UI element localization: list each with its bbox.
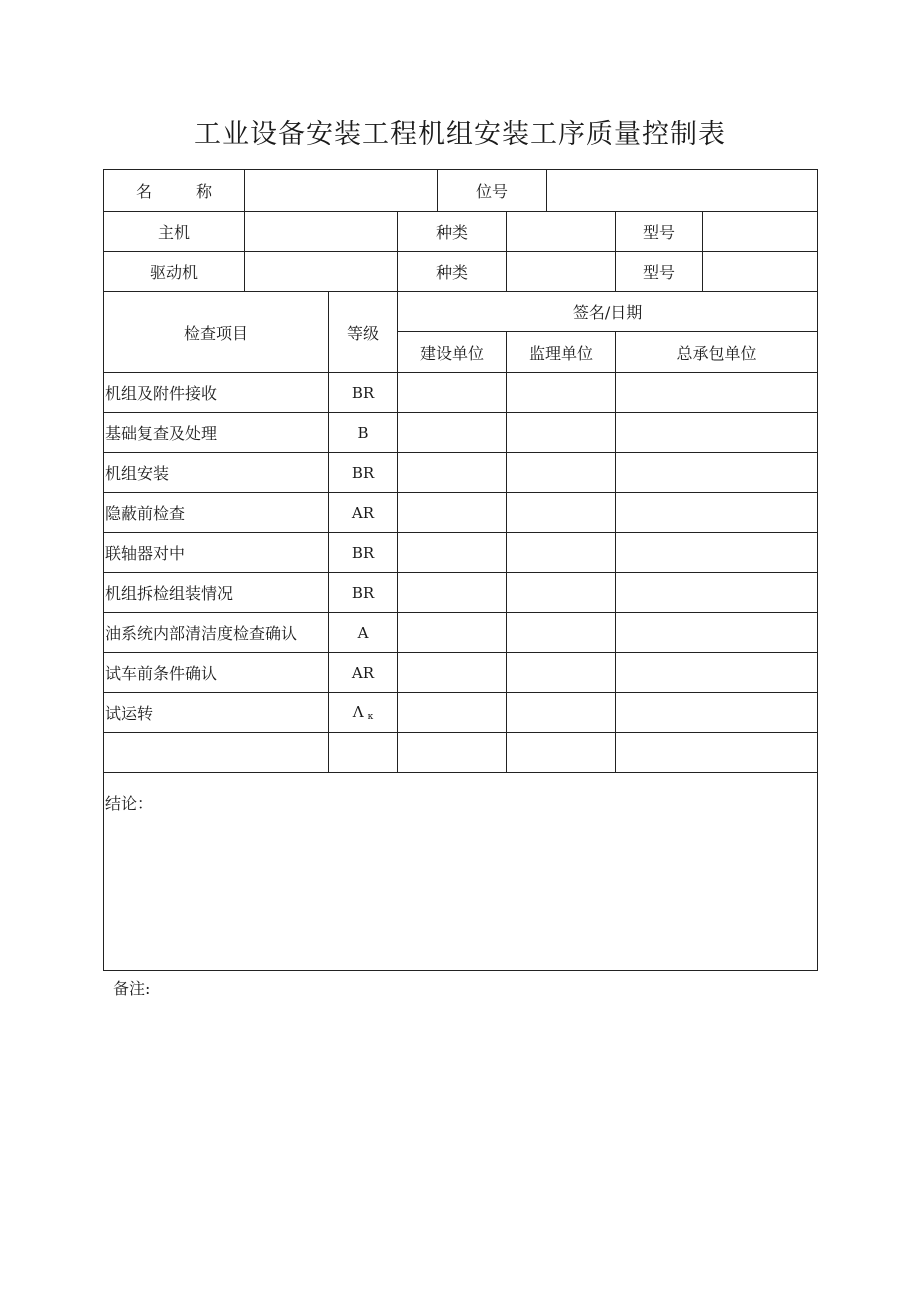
table-row — [104, 613, 818, 653]
table-row — [104, 533, 818, 573]
table-row — [104, 453, 818, 493]
contractor-sign-cell — [616, 573, 818, 613]
check-item: 机组及附件接收 — [104, 373, 329, 413]
drive-machine-value — [245, 252, 398, 292]
grade-main: Λ — [352, 703, 364, 721]
grade-value: BR — [329, 533, 398, 573]
name-label-1: 名 — [135, 182, 152, 201]
check-item: 联轴器对中 — [104, 533, 329, 573]
supervision-unit-header: 监理单位 — [507, 332, 616, 373]
grade-value: AR — [329, 493, 398, 533]
grade-column-header: 等级 — [329, 292, 398, 373]
remark-label: 备注: — [113, 979, 151, 998]
check-item: 试车前条件确认 — [104, 653, 329, 693]
supervision-sign-cell — [507, 573, 616, 613]
construction-sign-cell — [398, 693, 507, 733]
main-kind-label: 种类 — [398, 212, 507, 252]
contractor-sign-cell — [616, 733, 818, 773]
construction-sign-cell — [398, 733, 507, 773]
table-row — [104, 573, 818, 613]
item-column-header: 检查项目 — [104, 292, 329, 373]
main-model-label: 型号 — [616, 212, 703, 252]
grade-value: B — [329, 413, 398, 453]
grade-subscript: κ — [367, 712, 374, 722]
grade-value: BR — [329, 573, 398, 613]
table-row — [104, 413, 818, 453]
contractor-sign-cell — [616, 373, 818, 413]
supervision-sign-cell — [507, 613, 616, 653]
supervision-sign-cell — [507, 733, 616, 773]
name-label-cell — [104, 170, 245, 212]
table-row — [104, 493, 818, 533]
supervision-sign-cell — [507, 413, 616, 453]
construction-sign-cell — [398, 573, 507, 613]
table-row — [104, 373, 818, 413]
table-row — [104, 693, 818, 733]
position-label-cell: 位号 — [438, 170, 547, 212]
grade-value: A — [329, 613, 398, 653]
table-row — [104, 733, 818, 773]
construction-unit-header: 建设单位 — [398, 332, 507, 373]
check-item — [104, 733, 329, 773]
sign-date-header: 签名/日期 — [398, 292, 818, 332]
main-machine-label: 主机 — [104, 212, 245, 252]
supervision-sign-cell — [507, 493, 616, 533]
construction-sign-cell — [398, 413, 507, 453]
grade-value: BR — [329, 453, 398, 493]
conclusion-cell — [104, 773, 818, 971]
main-machine-value — [245, 212, 398, 252]
construction-sign-cell — [398, 493, 507, 533]
construction-sign-cell — [398, 613, 507, 653]
grade-value — [329, 733, 398, 773]
contractor-sign-cell — [616, 653, 818, 693]
drive-model-value — [703, 252, 818, 292]
contractor-sign-cell — [616, 453, 818, 493]
check-item: 试运转 — [104, 693, 329, 733]
grade-value — [329, 693, 398, 733]
drive-kind-value — [507, 252, 616, 292]
contractor-sign-cell — [616, 533, 818, 573]
contractor-sign-cell — [616, 493, 818, 533]
supervision-sign-cell — [507, 453, 616, 493]
contractor-sign-cell — [616, 413, 818, 453]
grade-value: AR — [329, 653, 398, 693]
main-model-value — [703, 212, 818, 252]
contractor-sign-cell — [616, 693, 818, 733]
supervision-sign-cell — [507, 373, 616, 413]
name-value-cell — [245, 170, 438, 212]
drive-model-label: 型号 — [616, 252, 703, 292]
supervision-sign-cell — [507, 653, 616, 693]
check-item: 隐蔽前检查 — [104, 493, 329, 533]
conclusion-label: 结论： — [105, 794, 154, 813]
construction-sign-cell — [398, 373, 507, 413]
document-title: 工业设备安装工程机组安装工序质量控制表 — [194, 119, 726, 150]
check-item: 机组拆检组装情况 — [104, 573, 329, 613]
name-label-2: 称 — [196, 182, 213, 201]
supervision-sign-cell — [507, 533, 616, 573]
position-value-cell — [547, 170, 818, 212]
general-contractor-header: 总承包单位 — [616, 332, 818, 373]
check-item: 机组安装 — [104, 453, 329, 493]
drive-kind-label: 种类 — [398, 252, 507, 292]
quality-control-table — [103, 169, 818, 971]
drive-machine-label: 驱动机 — [104, 252, 245, 292]
construction-sign-cell — [398, 653, 507, 693]
contractor-sign-cell — [616, 613, 818, 653]
check-item: 基础复查及处理 — [104, 413, 329, 453]
table-row — [104, 653, 818, 693]
main-kind-value — [507, 212, 616, 252]
grade-value: BR — [329, 373, 398, 413]
supervision-sign-cell — [507, 693, 616, 733]
construction-sign-cell — [398, 453, 507, 493]
check-item: 油系统内部清洁度检查确认 — [104, 613, 329, 653]
construction-sign-cell — [398, 533, 507, 573]
